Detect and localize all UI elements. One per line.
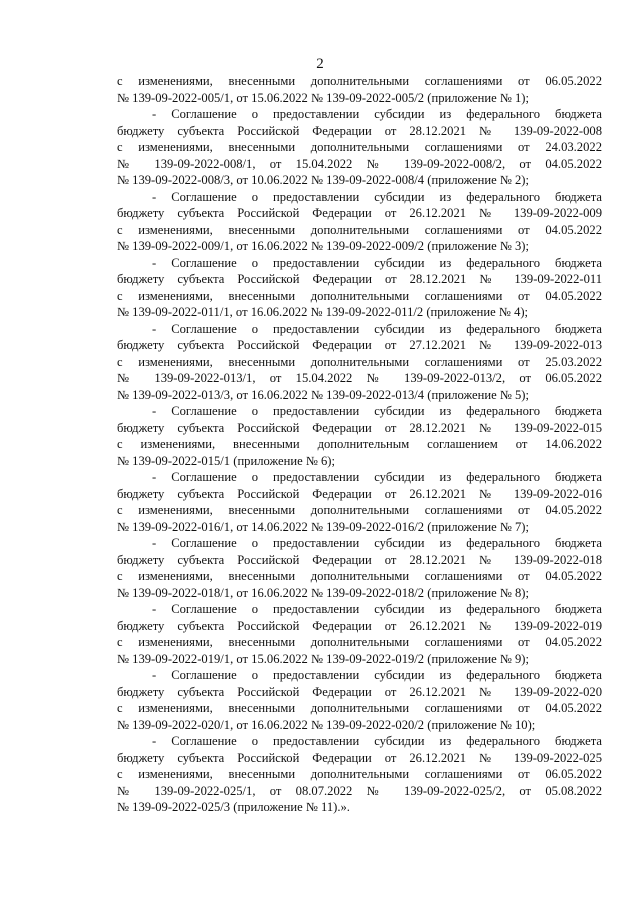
text-line: - Соглашение о предоставлении субсидии из федерального бюджета (152, 668, 602, 682)
text-line: № 139-09-2022-025/3 (приложение № 11).». (117, 800, 350, 814)
agreement-paragraph (117, 321, 602, 404)
text-line: - Соглашение о предоставлении субсидии из федерального бюджета (152, 602, 602, 616)
text-line: - Соглашение о предоставлении субсидии из федерального бюджета (152, 734, 602, 748)
text-line: бюджету субъекта Российской Федерации от 26.12.2021 № 139-09-2022-019 (117, 618, 602, 633)
agreement-paragraph (117, 601, 602, 667)
text-line: бюджету субъекта Российской Федерации от 26.12.2021 № 139-09-2022-025 (117, 750, 602, 765)
text-line: - Соглашение о предоставлении субсидии из федерального бюджета (152, 536, 602, 550)
text-line: № 139-09-2022-020/1, от 16.06.2022 № 139-09-2022-020/2 (приложение № 10); (117, 717, 536, 732)
text-line: с изменениями, внесенными дополнительными соглашениями от 04.05.2022 (117, 503, 602, 517)
agreement-paragraph (117, 106, 602, 189)
text-line: № 139-09-2022-025/1, от 08.07.2022 № 139-09-2022-025/2, от 05.08.2022 (117, 783, 602, 798)
text-line: - Соглашение о предоставлении субсидии из федерального бюджета (152, 189, 602, 204)
text-line: № 139-09-2022-019/1, от 15.06.2022 № 139-09-2022-019/2 (приложение № 9); (117, 651, 529, 666)
text-line: бюджету субъекта Российской Федерации от 28.12.2021 № 139-09-2022-011 (117, 272, 602, 286)
text-line: бюджету субъекта Российской Федерации от 28.12.2021 № 139-09-2022-018 (117, 552, 602, 567)
text-line: с изменениями, внесенными дополнительными соглашениями от 04.05.2022 (117, 701, 602, 715)
text-line: с изменениями, внесенными дополнительными соглашениями от 06.05.2022 (117, 767, 602, 781)
text-line: № 139-09-2022-009/1, от 16.06.2022 № 139-09-2022-009/2 (приложение № 3); (117, 239, 529, 253)
text-line: бюджету субъекта Российской Федерации от 26.12.2021 № 139-09-2022-020 (117, 684, 602, 699)
page-number: 2 (316, 56, 324, 72)
agreement-paragraph (117, 403, 602, 469)
text-line: - Соглашение о предоставлении субсидии из федерального бюджета (152, 107, 602, 121)
agreement-paragraph (117, 255, 602, 321)
text-line: № 139-09-2022-013/1, от 15.04.2022 № 139-09-2022-013/2, от 06.05.2022 (117, 371, 602, 385)
text-line: с изменениями, внесенными дополнительными соглашениями от 04.05.2022 (117, 222, 602, 237)
text-line: бюджету субъекта Российской Федерации от 26.12.2021 № 139-09-2022-016 (117, 486, 602, 501)
agreement-paragraph (117, 535, 602, 601)
text-line: № 139-09-2022-016/1, от 14.06.2022 № 139-09-2022-016/2 (приложение № 7); (117, 519, 529, 534)
agreement-paragraph (117, 667, 602, 733)
text-line: с изменениями, внесенными дополнительными соглашениями от 04.05.2022 (117, 288, 602, 303)
text-line: № 139-09-2022-008/3, от 10.06.2022 № 139-09-2022-008/4 (приложение № 2); (117, 173, 529, 187)
text-line: с изменениями, внесенными дополнительными соглашениями от 04.05.2022 (117, 635, 602, 649)
text-line: № 139-09-2022-011/1, от 16.06.2022 № 139-09-2022-011/2 (приложение № 4); (117, 305, 529, 319)
text-line: с изменениями, внесенными дополнительным соглашением от 14.06.2022 (117, 437, 602, 451)
text-line: с изменениями, внесенными дополнительными соглашениями от 25.03.2022 (117, 354, 602, 369)
document-body (117, 73, 602, 816)
text-line: бюджету субъекта Российской Федерации от 27.12.2021 № 139-09-2022-013 (117, 338, 602, 352)
text-line: с изменениями, внесенными дополнительными соглашениями от 04.05.2022 (117, 569, 602, 583)
agreement-paragraph (117, 73, 602, 106)
text-line: № 139-09-2022-013/3, от 16.06.2022 № 139-09-2022-013/4 (приложение № 5); (117, 387, 529, 402)
text-line: бюджету субъекта Российской Федерации от 28.12.2021 № 139-09-2022-015 (117, 420, 602, 435)
text-line: с изменениями, внесенными дополнительными соглашениями от 06.05.2022 (117, 74, 602, 88)
text-line: № 139-09-2022-015/1 (приложение № 6); (117, 453, 335, 468)
text-line: - Соглашение о предоставлении субсидии из федерального бюджета (152, 404, 602, 418)
text-line: № 139-09-2022-018/1, от 16.06.2022 № 139-09-2022-018/2 (приложение № 8); (117, 585, 529, 600)
text-line: бюджету субъекта Российской Федерации от 26.12.2021 № 139-09-2022-009 (117, 206, 602, 220)
text-line: - Соглашение о предоставлении субсидии из федерального бюджета (152, 255, 602, 270)
text-line: № 139-09-2022-005/1, от 15.06.2022 № 139-09-2022-005/2 (приложение № 1); (117, 90, 529, 105)
agreement-paragraph (117, 733, 602, 816)
text-line: бюджету субъекта Российской Федерации от 28.12.2021 № 139-09-2022-008 (117, 123, 602, 138)
text-line: № 139-09-2022-008/1, от 15.04.2022 № 139-09-2022-008/2, от 04.05.2022 (117, 156, 602, 171)
agreement-paragraph (117, 469, 602, 535)
text-line: - Соглашение о предоставлении субсидии из федерального бюджета (152, 321, 602, 336)
agreement-paragraph (117, 189, 602, 255)
text-line: с изменениями, внесенными дополнительными соглашениями от 24.03.2022 (117, 140, 602, 154)
text-line: - Соглашение о предоставлении субсидии из федерального бюджета (152, 470, 602, 484)
